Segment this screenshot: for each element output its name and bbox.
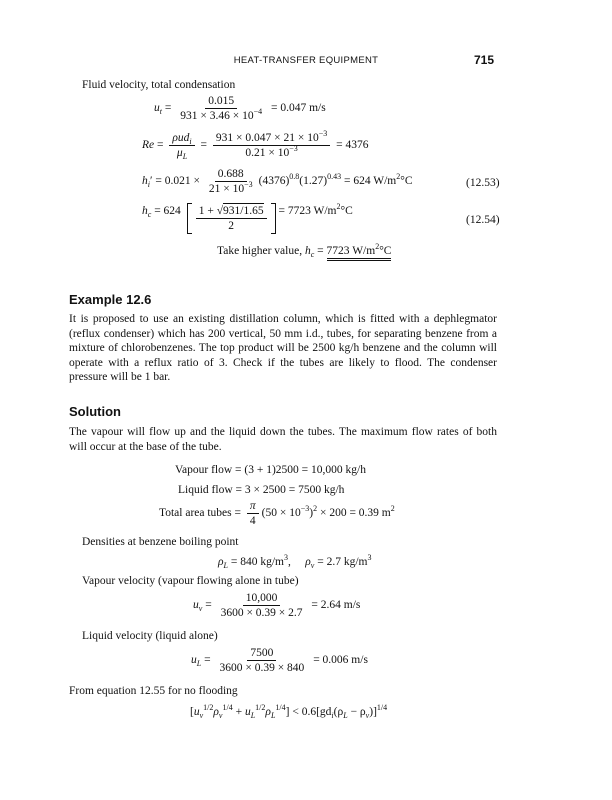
solution-heading: Solution [69,404,121,419]
intro-text: Fluid velocity, total condensation [82,79,236,91]
equation-number-12-53: (12.53) [466,177,500,189]
running-header: HEAT-TRANSFER EQUIPMENT [233,55,379,66]
equation-ut: $u_t$ = $\frac{0.015}{931 \times 3.46 \times 10^{-4}}$ = 0.047 m/s [154,95,326,122]
vapour-velocity-equation: $u_v$ = $\frac{10,000}{3600 \times 0.39 \times 2.7}$ = 2.64 m/s [193,592,361,619]
liquid-velocity-label: Liquid velocity (liquid alone) [82,630,218,642]
vapour-velocity-label: Vapour velocity (vapour flowing alone in tube) [82,575,299,587]
example-heading: Example 12.6 [69,292,152,307]
take-higher-value: Take higher value, $h_c = 7723$ $W/m^2^\circ C$ [217,242,392,259]
solution-text: The vapour will flow up and the liquid down the tubes. The maximum flow rates of both will occur at the base of the tube. [69,426,497,453]
page-number: 715 [474,53,495,67]
liquid-flow: Liquid flow = 3 × 2500 = 7500 kg/h [178,484,345,496]
equation-re: Re = $\frac{\rho ud_i}{\mu_L}$ = $\frac{931 \times 0.047 \times 21 \times 10^{-3}}{0.21 \times 10^{-3}}$ = 4376 [142,129,369,161]
total-area-equation: Total area tubes = $\frac{\pi}{4}$ $(50 \times 10^{-3})^2 \times 200 = 0.39$ $m^2$ [159,500,395,527]
flooding-label: From equation 12.55 for no flooding [69,685,238,697]
vapour-flow: Vapour flow = (3 + 1)2500 = 10,000 kg/h [175,464,366,476]
equation-number-12-54: (12.54) [466,214,500,226]
liquid-velocity-equation: $u_L$ = $\frac{7500}{3600 \times 0.39 \times 840}$ = 0.006 m/s [191,647,368,674]
equation-hi: $h_i' = 0.021$ × $\frac{0.688}{21 \times 10^{-3}}$ $(4376)^{0.8}(1.27)^{0.43} = 624$ $W/m^2^\circ C$ [142,168,413,195]
flooding-equation: $[u_v^{1/2}\rho_v^{1/4} + u_L^{1/2}\rho_L^{1/4}] < 0.6[gd_i(\rho_L - \rho_v)]^{1/4}$ [190,703,388,720]
densities-equation: $\rho_L = 840$ $kg/m^3$, $\rho_v = 2.7$ $kg/m^3$ [218,553,372,570]
densities-label: Densities at benzene boiling point [82,536,239,548]
example-text: It is proposed to use an existing distillation column, which is fitted with a dephlegmator (reflux condenser) which has 200 vertical, 50 mm i.d., tubes, for separating benzene from a mixture of chlorobenzenes. The top product will be 2500 kg/h benzene and the column will operate with a reflux ratio of 3. Check if the tubes are likely to flood. The condenser pressure will be 1 bar. [69,313,497,383]
equation-hc: $h_c = 624$ $\frac{1 + √931/1.65}{2}$ = 7723 $W/m^2^\circ C$ [142,202,353,232]
